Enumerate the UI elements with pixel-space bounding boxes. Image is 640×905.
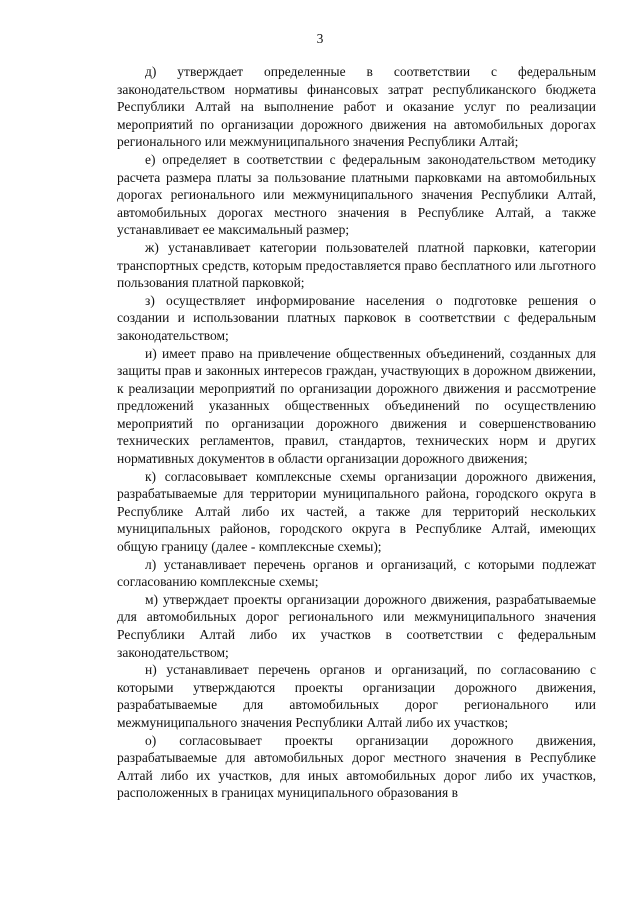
paragraph-d: д) утверждает определенные в соответствии с федеральным законодательством нормативы финансовых затрат республиканского бюджета Республики Алтай на выполнение работ и оказание услуг по реализации мероприятий по организации дорожного движения на автомобильных дорогах регионального или межмуниципального значения Республики Алтай; <box>117 64 596 150</box>
paragraph-n: н) устанавливает перечень органов и организаций, по согласованию с которыми утверждаются проекты организации дорожного движения, разрабатываемые для автомобильных дорог регионального или межмуниципального значения Республики Алтай либо их участков; <box>117 662 596 730</box>
paragraph-i: и) имеет право на привлечение общественных объединений, созданных для защиты прав и законных интересов граждан, участвующих в дорожном движении, к реализации мероприятий по организации дорожного движения и рассмотрение предложений указанных общественных объединений по осуществлению мероприятий по организации дорожного движения и совершенствованию технических регламентов, правил, стандартов, технических норм и других нормативных документов в области организации дорожного движения; <box>117 345 596 467</box>
paragraph-zh: ж) устанавливает категории пользователей платной парковки, категории транспортных средств, которым предоставляется право бесплатного или льготного пользования платной парковкой; <box>117 239 596 291</box>
document-body <box>117 63 596 802</box>
paragraph-l: л) устанавливает перечень органов и организаций, с которыми подлежат согласованию комплексные схемы; <box>117 556 596 590</box>
paragraph-z: з) осуществляет информирование населения о подготовке решения о создании и использовании платных парковок в соответствии с федеральным законодательством; <box>117 292 596 343</box>
paragraph-e: е) определяет в соответствии с федеральным законодательством методику расчета размера платы за пользование платными парковками на автомобильных дорогах регионального или межмуниципального значения Республики Алтай, автомобильных дорогах местного значения в Республике Алтай, а также устанавливает ее максимальный размер; <box>117 151 596 238</box>
page-number: 3 <box>316 31 324 46</box>
paragraph-m: м) утверждает проекты организации дорожного движения, разрабатываемые для автомобильных дорог регионального или межмуниципального значения Республики Алтай либо их участков в соответствии с федеральным законодательством; <box>117 591 596 660</box>
paragraph-o: о) согласовывает проекты организации дорожного движения, разрабатываемые для автомобильных дорог местного значения в Республике Алтай либо их участков, для иных автомобильных дорог либо их участков, расположенных в границах муниципального образования в <box>117 732 596 801</box>
paragraph-k: к) согласовывает комплексные схемы организации дорожного движения, разрабатываемые для территории муниципального района, городского округа в Республике Алтай либо их частей, а также для территорий нескольких муниципальных районов, городского округа в Республике Алтай, имеющих общую границу (далее - комплексные схемы); <box>117 468 596 555</box>
